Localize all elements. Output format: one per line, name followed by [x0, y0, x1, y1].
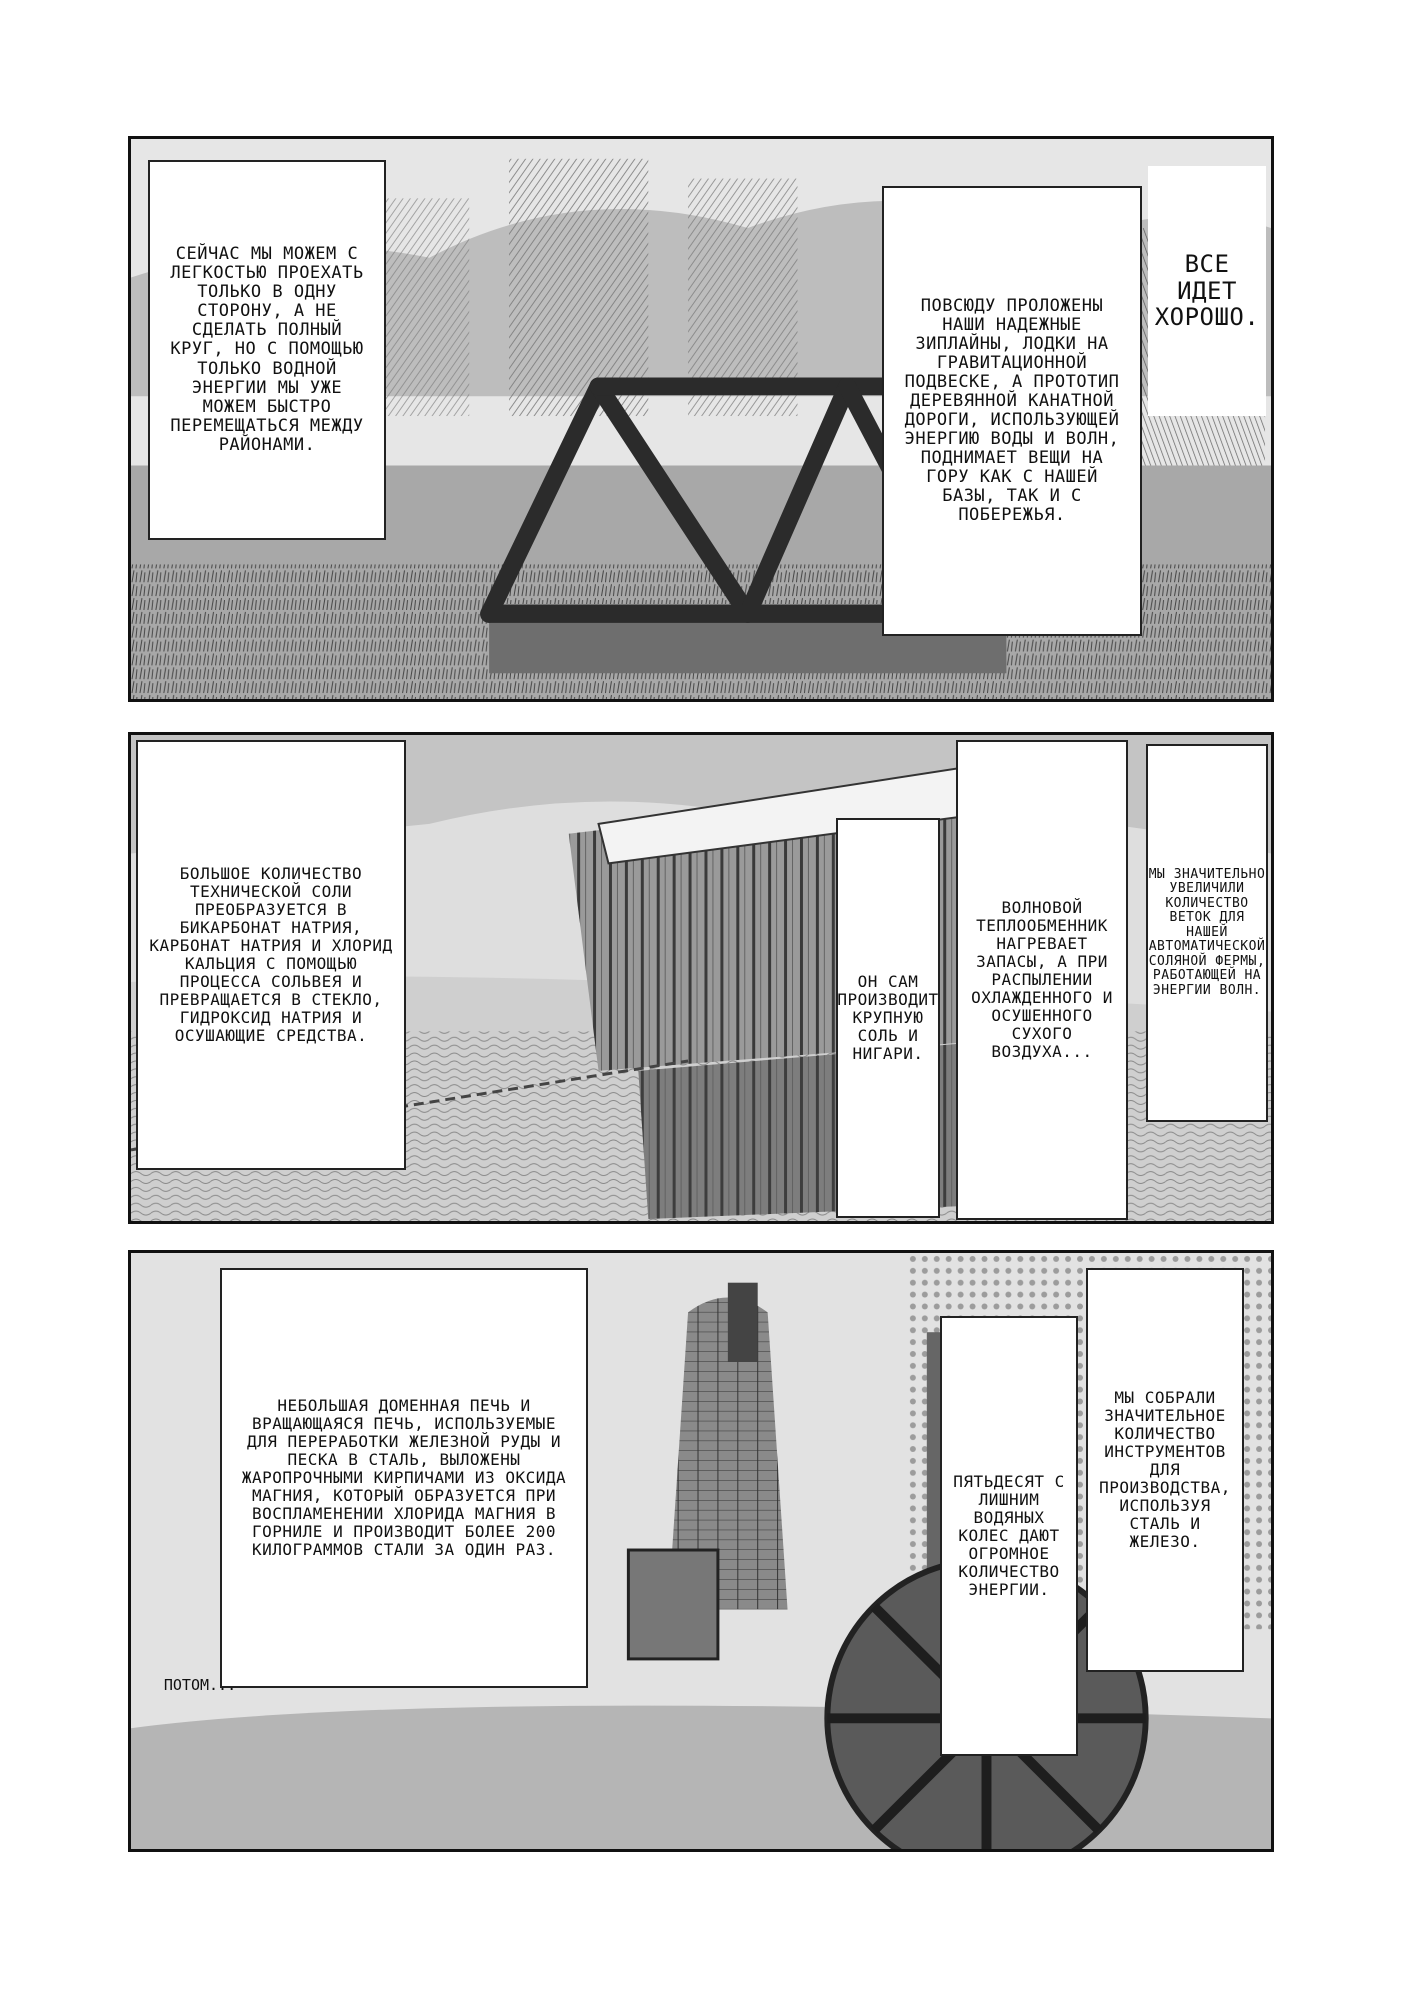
caption-bridge-left [148, 160, 386, 540]
caption-furnace-right [1086, 1268, 1244, 1672]
caption-text: НЕБОЛЬШАЯ ДОМЕННАЯ ПЕЧЬ И ВРАЩАЮЩАЯСЯ ПЕЧЬ, ИСПОЛЬЗУЕМЫЕ ДЛЯ ПЕРЕРАБОТКИ ЖЕЛЕЗНОЙ РУДЫ И ПЕСКА В СТАЛЬ, ВЫЛОЖЕНЫ ЖАРОПРОЧНЫМИ КИРПИЧАМИ ИЗ ОКСИДА МАГНИЯ, КОТОРЫЙ ОБРАЗУЕТСЯ ПРИ ВОСПЛАМЕНЕНИИ ХЛОРИДА МАГНИЯ В ГОРНИЛЕ И ПРОИЗВОДИТ БОЛЕЕ 200 КИЛОГРАММОВ СТАЛИ ЗА ОДИН РАЗ. [241, 1396, 567, 1559]
caption-text: МЫ СОБРАЛИ ЗНАЧИТЕЛЬНОЕ КОЛИЧЕСТВО ИНСТРУМЕНТОВ ДЛЯ ПРОИЗВОДСТВА, ИСПОЛЬЗУЯ СТАЛЬ И ЖЕЛЕЗО. [1099, 1388, 1231, 1551]
caption-bridge-far-right [1148, 166, 1266, 416]
caption-text: ПЯТЬДЕСЯТ С ЛИШНИМ ВОДЯНЫХ КОЛЕС ДАЮТ ОГРОМНОЕ КОЛИЧЕСТВО ЭНЕРГИИ. [953, 1472, 1065, 1599]
caption-furnace-left [220, 1268, 588, 1688]
caption-text: ВСЕ ИДЕТ ХОРОШО. [1154, 249, 1260, 332]
caption-salt-far-right [1146, 744, 1268, 1122]
caption-text: ПОВСЮДУ ПРОЛОЖЕНЫ НАШИ НАДЕЖНЫЕ ЗИПЛАЙНЫ, ЛОДКИ НА ГРАВИТАЦИОННОЙ ПОДВЕСКЕ, А ПРОТОТИП ДЕРЕВЯННОЙ КАНАТНОЙ ДОРОГИ, ИСПОЛЬЗУЮЩЕЙ ЭНЕРГИЮ ВОДЫ И ВОЛН, ПОДНИМАЕТ ВЕЩИ НА ГОРУ КАК С НАШЕЙ БАЗЫ, ТАК И С ПОБЕРЕЖЬЯ. [904, 295, 1120, 526]
caption-furnace-middle [940, 1316, 1078, 1756]
caption-text: БОЛЬШОЕ КОЛИЧЕСТВО ТЕХНИЧЕСКОЙ СОЛИ ПРЕОБРАЗУЕТСЯ В БИКАРБОНАТ НАТРИЯ, КАРБОНАТ НАТРИЯ И ХЛОРИД КАЛЬЦИЯ С ПОМОЩЬЮ ПРОЦЕССА СОЛЬВЕЯ И ПРЕВРАЩАЕТСЯ В СТЕКЛО, ГИДРОКСИД НАТРИЯ И ОСУШАЮЩИЕ СРЕДСТВА. [149, 864, 393, 1045]
caption-text: ПОТОМ... [163, 1676, 237, 1694]
caption-salt-middle [836, 818, 940, 1218]
caption-furnace-bottom-left [160, 1676, 240, 1694]
caption-salt-right [956, 740, 1128, 1220]
caption-text: ОН САМ ПРОИЗВОДИТ КРУПНУЮ СОЛЬ И НИГАРИ. [837, 972, 939, 1063]
caption-salt-left [136, 740, 406, 1170]
caption-bridge-right [882, 186, 1142, 636]
caption-text: ВОЛНОВОЙ ТЕПЛООБМЕННИК НАГРЕВАЕТ ЗАПАСЫ, А ПРИ РАСПЫЛЕНИИ ОХЛАЖДЕННОГО И ОСУШЕННОГО СУХОГО ВОЗДУХА... [971, 898, 1113, 1061]
caption-text: СЕЙЧАС МЫ МОЖЕМ С ЛЕГКОСТЬЮ ПРОЕХАТЬ ТОЛЬКО В ОДНУ СТОРОНУ, А НЕ СДЕЛАТЬ ПОЛНЫЙ КРУГ, НО С ПОМОЩЬЮ ТОЛЬКО ВОДНОЙ ЭНЕРГИИ МЫ УЖЕ МОЖЕМ БЫСТРО ПЕРЕМЕЩАТЬСЯ МЕЖДУ РАЙОНАМИ. [170, 244, 364, 455]
caption-text: МЫ ЗНАЧИТЕЛЬНО УВЕЛИЧИЛИ КОЛИЧЕСТВО ВЕТОК ДЛЯ НАШЕЙ АВТОМАТИЧЕСКОЙ СОЛЯНОЙ ФЕРМЫ, РАБОТАЮЩЕЙ НА ЭНЕРГИИ ВОЛН. [1148, 866, 1266, 998]
